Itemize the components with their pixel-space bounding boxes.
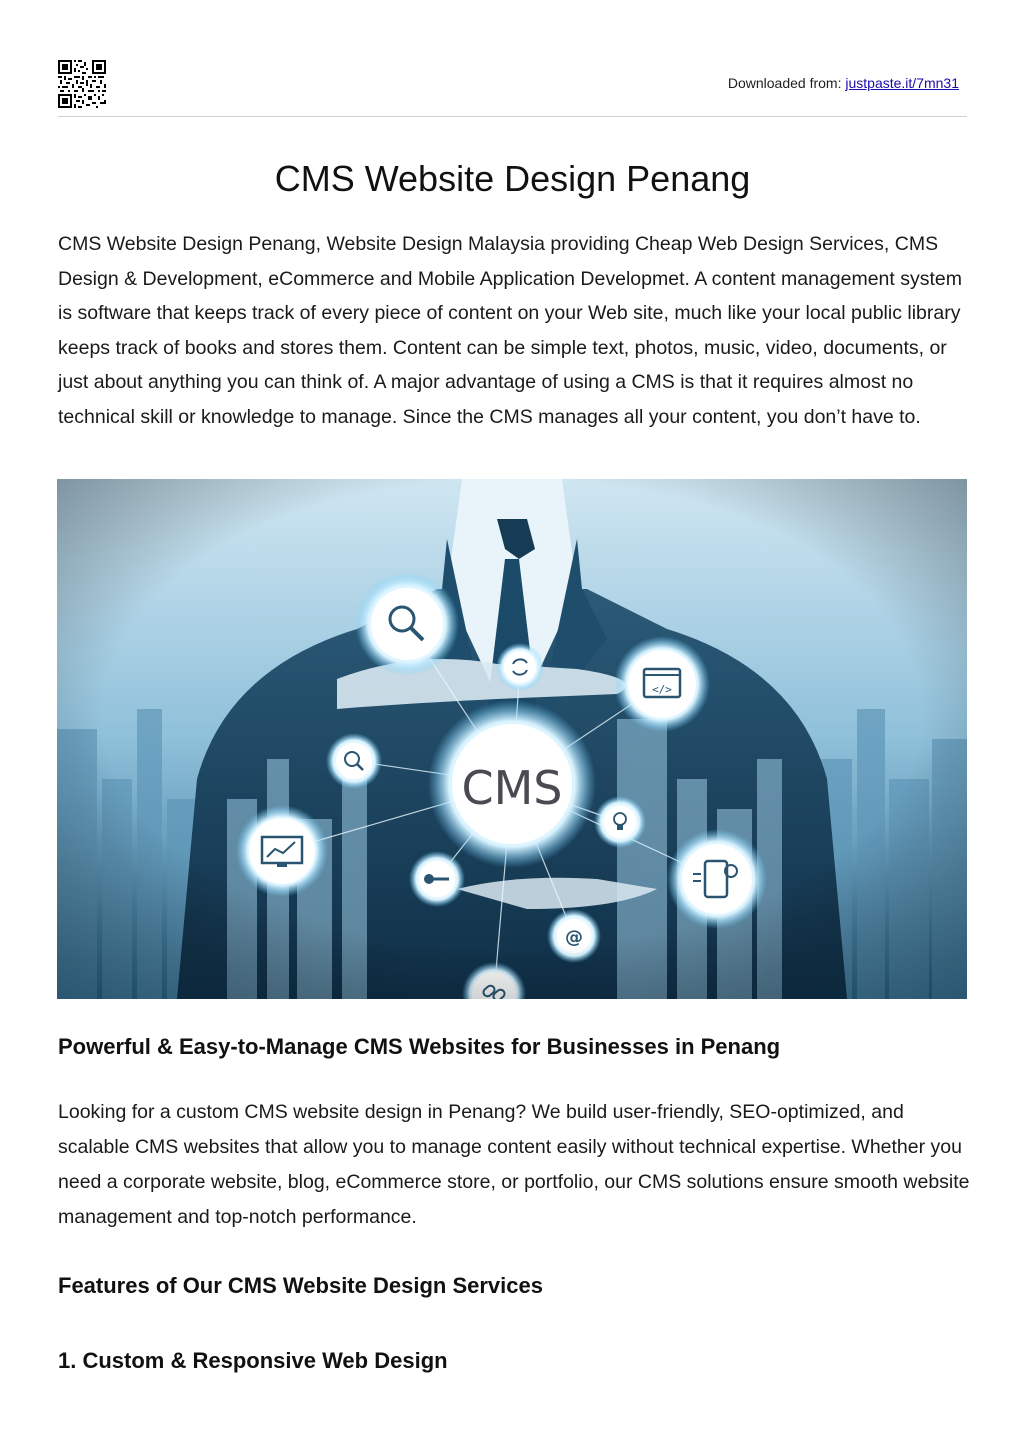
hero-image [57, 479, 967, 999]
downloaded-from-text [728, 75, 959, 91]
cms-illustration [57, 479, 967, 999]
page-title: CMS Website Design Penang [274, 158, 751, 199]
source-link[interactable]: justpaste.it/7mn31 [845, 75, 959, 91]
section-heading-cms-websites: Powerful & Easy-to-Manage CMS Websites for Businesses in Penang [58, 1034, 781, 1059]
downloaded-label: Downloaded from: [727, 75, 846, 91]
intro-paragraph: CMS Website Design Penang, Website Design Malaysia providing Cheap Web Design Services, CMS Design & Development, eCommerce and Mobile Application Developmet. A content management system is software that keeps track of every piece of content on your Web site, much like your local public library keeps track of books and stores them. Content can be simple text, photos, music, video, documents, or just about anything you can think of. A major advantage of using a CMS is that it requires almost no technical skill or knowledge to manage. Since the CMS manages all your content, you don’t have to. [58, 233, 962, 428]
feature-heading-custom-responsive: 1. Custom & Responsive Web Design [58, 1348, 448, 1373]
qr-code-icon [58, 60, 106, 108]
section-heading-features: Features of Our CMS Website Design Services [58, 1273, 543, 1298]
section-paragraph-cms-websites: Looking for a custom CMS website design in Penang? We build user-friendly, SEO-optimized, and scalable CMS websites that allow you to manage content easily without technical expertise. Whether you need a corporate website, blog, eCommerce store, or portfolio, our CMS solutions ensure smooth website management and top-notch performance. [58, 1101, 970, 1228]
download-header [58, 58, 967, 117]
